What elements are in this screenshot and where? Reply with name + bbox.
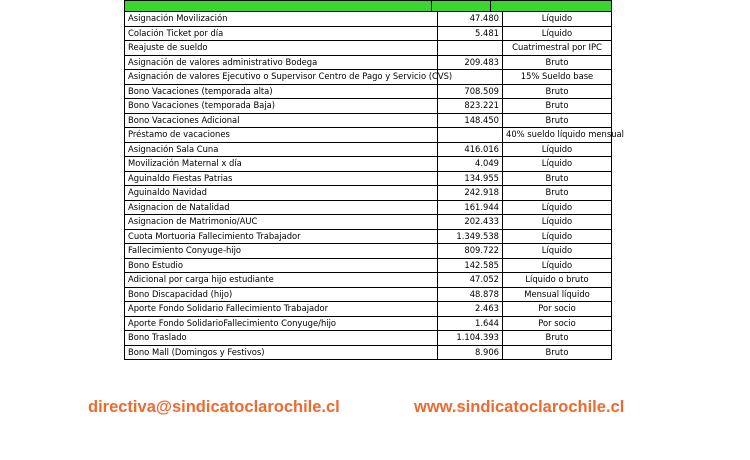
row-concept: Colación Ticket por día	[125, 26, 438, 41]
row-concept: Aporte Fondo Solidario Fallecimiento Trabajador	[125, 302, 438, 317]
row-type: Mensual líquido	[503, 287, 612, 302]
row-amount: 48.878	[438, 287, 503, 302]
table-row	[125, 142, 612, 157]
row-type: 40% sueldo líquido mensual	[503, 128, 612, 143]
row-type: Bruto	[503, 55, 612, 70]
row-concept: Bono Vacaciones Adicional	[125, 113, 438, 128]
row-type: Bruto	[503, 345, 612, 360]
header-cell-amount	[432, 1, 491, 11]
table-row	[125, 157, 612, 172]
table-row	[125, 55, 612, 70]
table-row	[125, 171, 612, 186]
row-concept: Bono Estudio	[125, 258, 438, 273]
table-row	[125, 316, 612, 331]
row-amount	[438, 41, 503, 56]
row-concept: Aporte Fondo SolidarioFallecimiento Conyuge/hijo	[125, 316, 438, 331]
table-row	[125, 229, 612, 244]
row-type: Bruto	[503, 171, 612, 186]
table-row	[125, 41, 612, 56]
row-concept: Bono Mall (Domingos y Festivos)	[125, 345, 438, 360]
row-type: Por socio	[503, 302, 612, 317]
row-amount: 142.585	[438, 258, 503, 273]
row-concept: Asignación de valores administrativo Bodega	[125, 55, 438, 70]
row-concept: Asignación Sala Cuna	[125, 142, 438, 157]
row-amount: 5.481	[438, 26, 503, 41]
row-concept: Préstamo de vacaciones	[125, 128, 438, 143]
row-amount: 1.644	[438, 316, 503, 331]
row-amount: 161.944	[438, 200, 503, 215]
table-row	[125, 113, 612, 128]
table-row	[125, 331, 612, 346]
row-type: Bruto	[503, 99, 612, 114]
row-type: Líquido	[503, 258, 612, 273]
row-type: Bruto	[503, 84, 612, 99]
table-row	[125, 287, 612, 302]
row-type: Líquido	[503, 157, 612, 172]
row-concept: Bono Traslado	[125, 331, 438, 346]
table-row	[125, 186, 612, 201]
row-amount: 202.433	[438, 215, 503, 230]
row-concept: Asignacion de Natalidad	[125, 200, 438, 215]
table-row	[125, 70, 612, 85]
row-concept: Bono Vacaciones (temporada alta)	[125, 84, 438, 99]
row-amount: 134.955	[438, 171, 503, 186]
row-amount: 47.480	[438, 12, 503, 27]
footer-email[interactable]: directiva@sindicatoclarochile.cl	[88, 398, 340, 416]
row-amount: 809.722	[438, 244, 503, 259]
row-type: Bruto	[503, 113, 612, 128]
row-concept: Asignación de valores Ejecutivo o Supervisor Centro de Pago y Servicio (CVS)	[125, 70, 438, 85]
row-amount: 242.918	[438, 186, 503, 201]
table-row	[125, 258, 612, 273]
row-amount: 1.104.393	[438, 331, 503, 346]
table-row	[125, 128, 612, 143]
header-cell-type	[491, 1, 611, 11]
row-type: Por socio	[503, 316, 612, 331]
table-header-bar	[124, 0, 612, 11]
row-type: Líquido	[503, 26, 612, 41]
table-row	[125, 302, 612, 317]
row-amount: 823.221	[438, 99, 503, 114]
row-concept: Bono Vacaciones (temporada Baja)	[125, 99, 438, 114]
benefits-table-body	[125, 12, 624, 360]
row-concept: Aguinaldo Fiestas Patrias	[125, 171, 438, 186]
row-concept: Cuota Mortuoria Fallecimiento Trabajador	[125, 229, 438, 244]
row-type: Bruto	[503, 186, 612, 201]
row-amount: 708.509	[438, 84, 503, 99]
row-amount: 1.349.538	[438, 229, 503, 244]
row-type: Cuatrimestral por IPC	[503, 41, 612, 56]
row-concept: Asignación Movilización	[125, 12, 438, 27]
row-amount: 8.906	[438, 345, 503, 360]
row-amount: 4.049	[438, 157, 503, 172]
table-row	[125, 200, 612, 215]
row-type: Bruto	[503, 331, 612, 346]
table-row	[125, 99, 612, 114]
row-type: Líquido	[503, 142, 612, 157]
row-concept: Adicional por carga hijo estudiante	[125, 273, 438, 288]
header-cell-concept	[125, 1, 432, 11]
row-concept: Asignacion de Matrimonio/AUC	[125, 215, 438, 230]
benefits-table-container	[124, 0, 624, 360]
row-type: Líquido	[503, 215, 612, 230]
benefits-table	[124, 11, 624, 360]
table-row	[125, 345, 612, 360]
footer-website[interactable]: www.sindicatoclarochile.cl	[414, 398, 625, 416]
row-amount: 209.483	[438, 55, 503, 70]
row-concept: Fallecimiento Conyuge-hijo	[125, 244, 438, 259]
table-row	[125, 215, 612, 230]
row-concept: Movilización Maternal x día	[125, 157, 438, 172]
row-amount: 148.450	[438, 113, 503, 128]
table-row	[125, 12, 612, 27]
row-type: Líquido	[503, 200, 612, 215]
table-row	[125, 26, 612, 41]
row-amount: 416.016	[438, 142, 503, 157]
row-concept: Bono Discapacidad (hijo)	[125, 287, 438, 302]
row-type: Líquido	[503, 244, 612, 259]
table-row	[125, 273, 612, 288]
row-type: 15% Sueldo base	[503, 70, 612, 85]
row-type: Líquido	[503, 12, 612, 27]
table-row	[125, 84, 612, 99]
row-type: Líquido o bruto	[503, 273, 612, 288]
table-row	[125, 244, 612, 259]
row-amount: 47.052	[438, 273, 503, 288]
row-concept: Aguinaldo Navidad	[125, 186, 438, 201]
row-type: Líquido	[503, 229, 612, 244]
row-concept: Reajuste de sueldo	[125, 41, 438, 56]
row-amount	[438, 128, 503, 143]
row-amount: 2.463	[438, 302, 503, 317]
